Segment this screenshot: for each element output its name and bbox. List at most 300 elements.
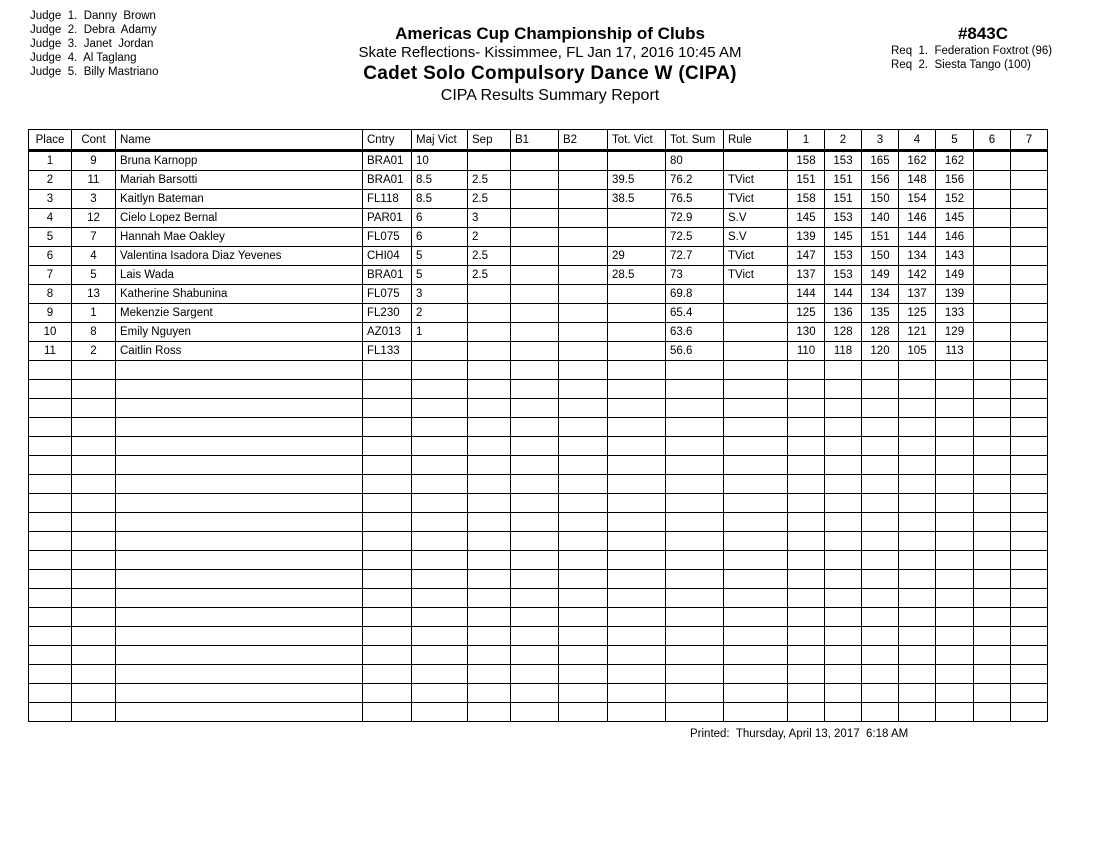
empty-cell bbox=[825, 532, 862, 551]
empty-cell bbox=[468, 380, 511, 399]
cell-j2: 136 bbox=[825, 304, 862, 323]
empty-cell bbox=[862, 665, 899, 684]
empty-cell bbox=[116, 456, 363, 475]
empty-cell bbox=[72, 494, 116, 513]
empty-cell bbox=[724, 361, 788, 380]
cell-j5: 145 bbox=[936, 209, 974, 228]
empty-cell bbox=[468, 418, 511, 437]
empty-cell bbox=[116, 703, 363, 722]
empty-table-row bbox=[29, 627, 1048, 646]
cell-j5: 113 bbox=[936, 342, 974, 361]
cell-rule bbox=[724, 323, 788, 342]
empty-cell bbox=[29, 646, 72, 665]
cell-tot-sum: 56.6 bbox=[666, 342, 724, 361]
empty-cell bbox=[363, 570, 412, 589]
empty-cell bbox=[1011, 475, 1048, 494]
empty-cell bbox=[412, 437, 468, 456]
cell-j7 bbox=[1011, 304, 1048, 323]
cell-tot-vict bbox=[608, 228, 666, 247]
empty-cell bbox=[899, 437, 936, 456]
cell-maj-vict: 8.5 bbox=[412, 171, 468, 190]
cell-j4: 154 bbox=[899, 190, 936, 209]
cell-j2: 153 bbox=[825, 247, 862, 266]
cell-b1 bbox=[511, 285, 559, 304]
cell-sep bbox=[468, 304, 511, 323]
empty-cell bbox=[511, 437, 559, 456]
empty-cell bbox=[825, 399, 862, 418]
empty-cell bbox=[363, 646, 412, 665]
empty-table-row bbox=[29, 418, 1048, 437]
cell-j2: 153 bbox=[825, 266, 862, 285]
cell-j4: 137 bbox=[899, 285, 936, 304]
cell-cont: 1 bbox=[72, 304, 116, 323]
empty-cell bbox=[788, 551, 825, 570]
cell-name: Mekenzie Sargent bbox=[116, 304, 363, 323]
empty-cell bbox=[936, 418, 974, 437]
empty-cell bbox=[788, 456, 825, 475]
table-row bbox=[29, 171, 1048, 190]
empty-cell bbox=[29, 399, 72, 418]
cell-tot-sum: 76.2 bbox=[666, 171, 724, 190]
empty-cell bbox=[363, 608, 412, 627]
empty-cell bbox=[412, 646, 468, 665]
cell-b2 bbox=[559, 342, 608, 361]
empty-cell bbox=[899, 589, 936, 608]
empty-cell bbox=[608, 627, 666, 646]
cell-maj-vict: 3 bbox=[412, 285, 468, 304]
empty-cell bbox=[412, 627, 468, 646]
empty-cell bbox=[412, 418, 468, 437]
cell-b1 bbox=[511, 266, 559, 285]
empty-table-row bbox=[29, 399, 1048, 418]
empty-cell bbox=[788, 665, 825, 684]
empty-cell bbox=[72, 570, 116, 589]
cell-b2 bbox=[559, 285, 608, 304]
empty-cell bbox=[974, 475, 1011, 494]
empty-cell bbox=[825, 437, 862, 456]
empty-cell bbox=[29, 418, 72, 437]
empty-cell bbox=[608, 703, 666, 722]
empty-cell bbox=[511, 399, 559, 418]
cell-j5: 156 bbox=[936, 171, 974, 190]
empty-cell bbox=[899, 361, 936, 380]
cell-j5: 146 bbox=[936, 228, 974, 247]
cell-place: 4 bbox=[29, 209, 72, 228]
empty-cell bbox=[666, 380, 724, 399]
empty-cell bbox=[1011, 703, 1048, 722]
cell-j6 bbox=[974, 266, 1011, 285]
table-header-row bbox=[29, 130, 1048, 151]
cell-maj-vict: 6 bbox=[412, 209, 468, 228]
cell-j6 bbox=[974, 171, 1011, 190]
column-header: B2 bbox=[559, 130, 608, 151]
cell-cntry: AZ013 bbox=[363, 323, 412, 342]
cell-tot-vict bbox=[608, 151, 666, 171]
empty-cell bbox=[116, 608, 363, 627]
empty-cell bbox=[974, 665, 1011, 684]
requirement-1: Req 1. Federation Foxtrot (96) bbox=[891, 45, 1053, 57]
empty-cell bbox=[825, 456, 862, 475]
cell-place: 6 bbox=[29, 247, 72, 266]
empty-cell bbox=[29, 703, 72, 722]
empty-cell bbox=[412, 703, 468, 722]
empty-cell bbox=[116, 646, 363, 665]
cell-name: Lais Wada bbox=[116, 266, 363, 285]
cell-rule: S.V bbox=[724, 209, 788, 228]
report-name: CIPA Results Summary Report bbox=[440, 87, 660, 104]
cell-tot-sum: 65.4 bbox=[666, 304, 724, 323]
empty-cell bbox=[862, 380, 899, 399]
judge-5: Judge 5. Billy Mastriano bbox=[30, 66, 159, 78]
cell-j6 bbox=[974, 342, 1011, 361]
empty-cell bbox=[788, 437, 825, 456]
empty-cell bbox=[724, 494, 788, 513]
cell-j4: 142 bbox=[899, 266, 936, 285]
empty-cell bbox=[974, 418, 1011, 437]
cell-place: 8 bbox=[29, 285, 72, 304]
empty-table-row bbox=[29, 437, 1048, 456]
empty-cell bbox=[724, 703, 788, 722]
empty-table-row bbox=[29, 684, 1048, 703]
empty-cell bbox=[1011, 494, 1048, 513]
cell-cont: 8 bbox=[72, 323, 116, 342]
cell-cont: 13 bbox=[72, 285, 116, 304]
empty-cell bbox=[936, 456, 974, 475]
empty-cell bbox=[412, 551, 468, 570]
cell-j6 bbox=[974, 190, 1011, 209]
empty-cell bbox=[412, 684, 468, 703]
cell-j2: 118 bbox=[825, 342, 862, 361]
empty-cell bbox=[412, 589, 468, 608]
cell-b1 bbox=[511, 342, 559, 361]
cell-place: 2 bbox=[29, 171, 72, 190]
table-row bbox=[29, 247, 1048, 266]
empty-cell bbox=[511, 703, 559, 722]
cell-sep: 2.5 bbox=[468, 247, 511, 266]
empty-cell bbox=[1011, 418, 1048, 437]
empty-cell bbox=[608, 361, 666, 380]
empty-cell bbox=[363, 437, 412, 456]
empty-table-row bbox=[29, 646, 1048, 665]
empty-table-row bbox=[29, 361, 1048, 380]
empty-cell bbox=[363, 475, 412, 494]
cell-j5: 152 bbox=[936, 190, 974, 209]
cell-b1 bbox=[511, 209, 559, 228]
empty-cell bbox=[511, 380, 559, 399]
empty-cell bbox=[1011, 532, 1048, 551]
empty-cell bbox=[788, 703, 825, 722]
empty-cell bbox=[936, 513, 974, 532]
empty-cell bbox=[511, 532, 559, 551]
cell-sep bbox=[468, 342, 511, 361]
cell-j6 bbox=[974, 209, 1011, 228]
cell-j7 bbox=[1011, 228, 1048, 247]
cell-b2 bbox=[559, 266, 608, 285]
empty-cell bbox=[511, 684, 559, 703]
empty-cell bbox=[862, 608, 899, 627]
empty-cell bbox=[862, 361, 899, 380]
cell-b2 bbox=[559, 228, 608, 247]
empty-cell bbox=[116, 684, 363, 703]
empty-cell bbox=[116, 665, 363, 684]
empty-cell bbox=[666, 399, 724, 418]
empty-cell bbox=[974, 399, 1011, 418]
cell-tot-sum: 72.5 bbox=[666, 228, 724, 247]
cell-j4: 148 bbox=[899, 171, 936, 190]
cell-j4: 162 bbox=[899, 151, 936, 171]
empty-cell bbox=[511, 494, 559, 513]
empty-cell bbox=[72, 608, 116, 627]
empty-cell bbox=[72, 665, 116, 684]
cell-maj-vict: 1 bbox=[412, 323, 468, 342]
empty-cell bbox=[1011, 456, 1048, 475]
empty-cell bbox=[412, 608, 468, 627]
empty-cell bbox=[724, 665, 788, 684]
cell-rule bbox=[724, 285, 788, 304]
empty-cell bbox=[608, 399, 666, 418]
cell-b1 bbox=[511, 171, 559, 190]
empty-cell bbox=[363, 551, 412, 570]
empty-cell bbox=[72, 475, 116, 494]
cell-tot-sum: 76.5 bbox=[666, 190, 724, 209]
empty-cell bbox=[72, 361, 116, 380]
empty-cell bbox=[862, 627, 899, 646]
empty-table-row bbox=[29, 703, 1048, 722]
cell-j3: 150 bbox=[862, 247, 899, 266]
cell-b2 bbox=[559, 209, 608, 228]
empty-cell bbox=[412, 456, 468, 475]
cell-tot-vict bbox=[608, 304, 666, 323]
empty-cell bbox=[29, 589, 72, 608]
empty-cell bbox=[29, 380, 72, 399]
cell-j1: 137 bbox=[788, 266, 825, 285]
column-header: Tot. Vict bbox=[608, 130, 666, 151]
empty-cell bbox=[412, 532, 468, 551]
cell-j7 bbox=[1011, 151, 1048, 171]
empty-cell bbox=[72, 703, 116, 722]
column-header: 3 bbox=[862, 130, 899, 151]
empty-cell bbox=[936, 532, 974, 551]
cell-place: 9 bbox=[29, 304, 72, 323]
empty-cell bbox=[974, 494, 1011, 513]
empty-cell bbox=[511, 513, 559, 532]
empty-cell bbox=[788, 532, 825, 551]
cell-j6 bbox=[974, 285, 1011, 304]
empty-cell bbox=[788, 380, 825, 399]
empty-cell bbox=[862, 570, 899, 589]
empty-cell bbox=[974, 684, 1011, 703]
empty-cell bbox=[936, 361, 974, 380]
empty-cell bbox=[936, 589, 974, 608]
empty-cell bbox=[363, 418, 412, 437]
cell-name: Mariah Barsotti bbox=[116, 171, 363, 190]
cell-j4: 144 bbox=[899, 228, 936, 247]
empty-cell bbox=[608, 513, 666, 532]
empty-cell bbox=[936, 551, 974, 570]
empty-cell bbox=[363, 684, 412, 703]
empty-cell bbox=[363, 627, 412, 646]
empty-cell bbox=[116, 361, 363, 380]
column-header: Cont bbox=[72, 130, 116, 151]
empty-cell bbox=[72, 551, 116, 570]
cell-sep: 3 bbox=[468, 209, 511, 228]
cell-j6 bbox=[974, 151, 1011, 171]
table-row bbox=[29, 228, 1048, 247]
empty-cell bbox=[29, 456, 72, 475]
cell-j5: 133 bbox=[936, 304, 974, 323]
empty-cell bbox=[788, 627, 825, 646]
cell-j3: 120 bbox=[862, 342, 899, 361]
empty-cell bbox=[724, 570, 788, 589]
empty-cell bbox=[974, 646, 1011, 665]
empty-cell bbox=[788, 589, 825, 608]
cell-cont: 9 bbox=[72, 151, 116, 171]
empty-cell bbox=[468, 399, 511, 418]
empty-cell bbox=[116, 418, 363, 437]
cell-j2: 153 bbox=[825, 209, 862, 228]
empty-cell bbox=[116, 551, 363, 570]
empty-cell bbox=[666, 551, 724, 570]
empty-cell bbox=[608, 456, 666, 475]
empty-cell bbox=[788, 570, 825, 589]
empty-cell bbox=[412, 475, 468, 494]
cell-name: Hannah Mae Oakley bbox=[116, 228, 363, 247]
empty-cell bbox=[724, 380, 788, 399]
cell-j4: 121 bbox=[899, 323, 936, 342]
cell-tot-vict bbox=[608, 342, 666, 361]
table-row bbox=[29, 323, 1048, 342]
empty-cell bbox=[468, 513, 511, 532]
cell-maj-vict bbox=[412, 342, 468, 361]
empty-cell bbox=[899, 475, 936, 494]
empty-cell bbox=[412, 399, 468, 418]
cell-place: 11 bbox=[29, 342, 72, 361]
empty-cell bbox=[468, 570, 511, 589]
empty-cell bbox=[468, 494, 511, 513]
cell-cont: 4 bbox=[72, 247, 116, 266]
cell-cont: 11 bbox=[72, 171, 116, 190]
column-header: Name bbox=[116, 130, 363, 151]
empty-cell bbox=[899, 380, 936, 399]
empty-cell bbox=[412, 380, 468, 399]
cell-b1 bbox=[511, 323, 559, 342]
empty-cell bbox=[899, 703, 936, 722]
cell-j4: 146 bbox=[899, 209, 936, 228]
column-header: 1 bbox=[788, 130, 825, 151]
empty-cell bbox=[72, 513, 116, 532]
empty-cell bbox=[724, 646, 788, 665]
cell-j7 bbox=[1011, 247, 1048, 266]
cell-b2 bbox=[559, 304, 608, 323]
empty-cell bbox=[974, 608, 1011, 627]
cell-name: Caitlin Ross bbox=[116, 342, 363, 361]
empty-cell bbox=[974, 361, 1011, 380]
column-header: Maj Vict bbox=[412, 130, 468, 151]
empty-cell bbox=[468, 551, 511, 570]
column-header: 5 bbox=[936, 130, 974, 151]
cell-tot-vict: 38.5 bbox=[608, 190, 666, 209]
cell-j2: 151 bbox=[825, 190, 862, 209]
cell-j7 bbox=[1011, 342, 1048, 361]
empty-cell bbox=[468, 589, 511, 608]
empty-cell bbox=[788, 494, 825, 513]
empty-cell bbox=[559, 551, 608, 570]
empty-cell bbox=[511, 475, 559, 494]
cell-cont: 7 bbox=[72, 228, 116, 247]
cell-rule: S.V bbox=[724, 228, 788, 247]
empty-table-row bbox=[29, 665, 1048, 684]
cell-cntry: FL075 bbox=[363, 285, 412, 304]
empty-cell bbox=[899, 646, 936, 665]
empty-cell bbox=[825, 475, 862, 494]
empty-cell bbox=[1011, 513, 1048, 532]
empty-cell bbox=[511, 570, 559, 589]
cell-cntry: BRA01 bbox=[363, 266, 412, 285]
column-header: 6 bbox=[974, 130, 1011, 151]
cell-b1 bbox=[511, 190, 559, 209]
empty-cell bbox=[608, 437, 666, 456]
cell-rule bbox=[724, 342, 788, 361]
empty-cell bbox=[468, 703, 511, 722]
cell-sep bbox=[468, 285, 511, 304]
judge-1: Judge 1. Danny Brown bbox=[30, 10, 156, 22]
empty-cell bbox=[412, 665, 468, 684]
empty-cell bbox=[559, 570, 608, 589]
empty-cell bbox=[29, 532, 72, 551]
empty-cell bbox=[468, 646, 511, 665]
empty-cell bbox=[511, 627, 559, 646]
empty-cell bbox=[116, 570, 363, 589]
empty-cell bbox=[862, 513, 899, 532]
empty-cell bbox=[724, 532, 788, 551]
empty-cell bbox=[608, 684, 666, 703]
empty-cell bbox=[412, 513, 468, 532]
empty-cell bbox=[825, 608, 862, 627]
empty-cell bbox=[788, 399, 825, 418]
cell-j6 bbox=[974, 304, 1011, 323]
requirements-list bbox=[880, 44, 1080, 72]
empty-cell bbox=[862, 437, 899, 456]
venue-date: Skate Reflections- Kissimmee, FL Jan 17, 2016 10:45 AM bbox=[358, 44, 742, 61]
cell-j5: 143 bbox=[936, 247, 974, 266]
empty-cell bbox=[899, 494, 936, 513]
cell-j2: 128 bbox=[825, 323, 862, 342]
empty-cell bbox=[936, 399, 974, 418]
cell-j1: 145 bbox=[788, 209, 825, 228]
cell-tot-sum: 63.6 bbox=[666, 323, 724, 342]
cell-sep: 2.5 bbox=[468, 190, 511, 209]
empty-cell bbox=[1011, 399, 1048, 418]
empty-cell bbox=[608, 551, 666, 570]
empty-cell bbox=[666, 361, 724, 380]
empty-cell bbox=[511, 456, 559, 475]
empty-cell bbox=[825, 570, 862, 589]
empty-cell bbox=[608, 589, 666, 608]
empty-cell bbox=[936, 437, 974, 456]
cell-j7 bbox=[1011, 209, 1048, 228]
cell-j3: 140 bbox=[862, 209, 899, 228]
cell-j2: 151 bbox=[825, 171, 862, 190]
empty-cell bbox=[666, 456, 724, 475]
column-header: 4 bbox=[899, 130, 936, 151]
cell-j3: 156 bbox=[862, 171, 899, 190]
empty-cell bbox=[666, 418, 724, 437]
empty-cell bbox=[511, 418, 559, 437]
empty-cell bbox=[974, 570, 1011, 589]
cell-rule bbox=[724, 304, 788, 323]
empty-cell bbox=[468, 627, 511, 646]
empty-cell bbox=[666, 589, 724, 608]
